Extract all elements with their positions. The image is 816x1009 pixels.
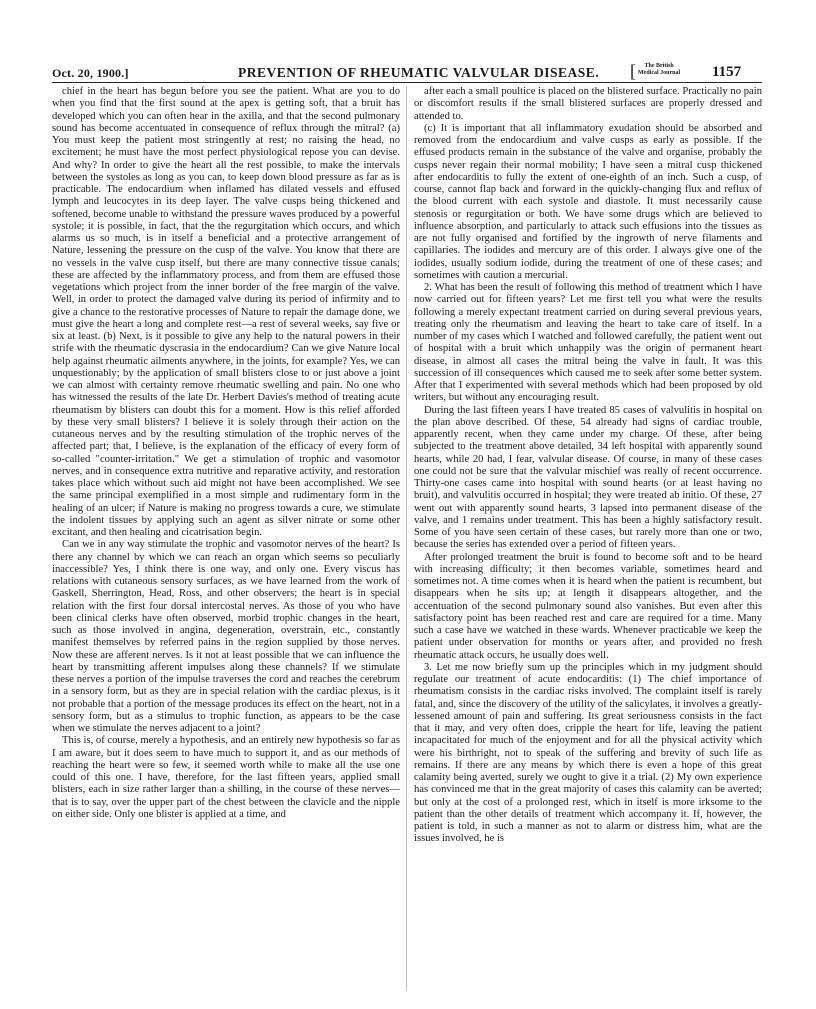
column-divider xyxy=(406,86,407,991)
paragraph: 2. What has been the result of following this method of treatment which I have now carried out for fifteen years? Let me first tell you what were the results following a merely expectant treatment carried on during several previous years, treating only the rheumatism and leaving the heart to take care of itself. In a number of my cases which I watched and followed carefully, the patient went out of hospital with a bruit which unhappily was the origin of permanent heart disease, in almost all cases the mitral being the valve in fault. It was this succession of ill consequences which caused me to seek after some better system. After that I experimented with several methods which had been proposed by old writers, but without any encouraging result. xyxy=(414,282,762,404)
paragraph: after each a small poultice is placed on the blistered surface. Practically no pain or discomfort results if the small blistered surfaces are properly dressed and attended to. xyxy=(414,86,762,122)
right-column xyxy=(414,86,762,991)
article-title: PREVENTION OF RHEUMATIC VALVULAR DISEASE. xyxy=(238,65,600,80)
issue-date: Oct. 20, 1900.] xyxy=(52,66,129,80)
journal-name-line2: Medical Journal xyxy=(638,70,681,76)
header-rule xyxy=(52,82,762,83)
left-column xyxy=(52,86,400,991)
paragraph: This is, of course, merely a hypothesis, and an entirely new hypothesis so far as I am aware, but it does seem to have much to support it, and as our methods of reaching the heart were so few, it seemed worth while to make all the use one could of this one. I have, therefore, for the last fifteen years, applied small blisters, each in size rather larger than a shilling, in the course of these nerves—that is to say, over the upper part of the chest between the clavicle and the nipple on either side. Only one blister is applied at a time, and xyxy=(52,735,400,820)
paragraph: (c) It is important that all inflammatory exudation should be absorbed and removed from the endocardium and valve cusps as early as possible. If the effused products remain in the substance of the valve and organise, probably the cusps never regain their normal mobility; I have seen a mitral cusp thickened after endocarditis to fully the extent of one-eighth of an inch. Such a cusp, of course, cannot flap back and forward in the quickly-changing flux and reflux of the blood current with each systole and diastole. It must necessarily cause stenosis or regurgitation or both. We have some drugs which are believed to influence absorption, and particularly to attack such effusions into the tissues as are not fully organised and fortified by the ingrowth of nerve filaments and capillaries. The iodides and mercury are of this order. I always give one of the iodides, usually sodium iodide, during the treatment of one of these cases; and sometimes with caution a mercurial. xyxy=(414,122,762,281)
header-bracket: [ xyxy=(630,61,636,81)
paragraph: During the last fifteen years I have treated 85 cases of valvulitis in hospital on the plan above described. Of these, 54 already had signs of cardiac trouble, apparently recent, when they came under my charge. Of these, after being subjected to the treatment above detailed, 34 left hospital with apparently sound hearts, while 20 had, I fear, valvular disease. Of course, in many of these cases one could not be sure that the valvular mischief was really of recent occurrence. Thirty-one cases came into hospital with sound hearts (or at least having no bruit), and valvulitis occurred in hospital; they were treated ab initio. Of these, 27 went out with apparently sound hearts, 3 lapsed into permanent disease of the valve, and 1 remains under treatment. This has been a highly satisfactory result. Some of you have seen certain of these cases, but rarely more than one or two, because the series has extended over a period of fifteen years. xyxy=(414,404,762,551)
page-number: 1157 xyxy=(712,64,742,80)
journal-name xyxy=(638,63,680,77)
running-header xyxy=(52,62,762,82)
paragraph: Can we in any way stimulate the trophic and vasomotor nerves of the heart? Is there any channel by which we can reach an organ which seems so peculiarly inaccessible? Yes, I think there is one way, and only one. Every viscus has relations with cutaneous sensory surfaces, as we have learned from the work of Gaskell, Sherrington, Head, Ross, and other observers; the heart is in special relation with the first four dorsal intercostal nerves. As those of you who have been clinical clerks have often observed, morbid trophic changes in the heart, such as those involved in angina, degeneration, overstrain, etc., constantly manifest themselves by referred pains in the region supplied by those nerves. Now these are afferent nerves. Is it not at least possible that we can influence the heart by transmitting afferent impulses along these channels? If we stimulate these nerves a portion of the impulse traverses the cord and reaches the cerebrum in a sensory form, but as they are in special relation with the cardiac plexus, is it not probable that a portion of the message produces its effect on the heart, not in a sensory form, but as a stimulus to trophic function, as appears to be the case when we stimulate the nerves adjacent to a joint? xyxy=(52,539,400,734)
journal-name-line1: The British xyxy=(644,63,674,69)
paragraph: After prolonged treatment the bruit is found to become soft and to be heard with increasing difficulty; it then becomes variable, sometimes heard and sometimes not. A time comes when it is heard when the patient is recumbent, but disappears when he sits up; at length it disappears altogether, and the accentuation of the second pulmonary sound also vanishes. But even after this satisfactory point has been reached rest and care are required for a time. Many such a case have we watched in these wards. Whenever practicable we keep the patient under observation for months or years after, and provided no fresh rheumatic attack occurs, he usually does well. xyxy=(414,551,762,661)
paragraph: 3. Let me now briefly sum up the principles which in my judgment should regulate our treatment of acute endocarditis: (1) The chief importance of rheumatism consists in the cardiac risks involved. The complaint itself is rarely fatal, and, since the discovery of the utility of the salicylates, it involves a greatly-lessened amount of pain and suffering. Its great seriousness consists in the fact that it may, and very often does, cripple the heart for life, leaving the patient incapacitated for much of the enjoyment and for all the physical activity which were his birthright, not to speak of the suffering and brevity of such life as remains. If there are any means by which there is even a hope of this great calamity being averted, surely we ought to give it a trial. (2) My own experience has convinced me that in the great majority of cases this calamity can be averted; but only at the cost of a prolonged rest, which in itself is more irksome to the patient than the other details of treatment which accompany it. If, however, the patient is told, in such a manner as not to alarm or distress him, what are the issues involved, he is xyxy=(414,661,762,845)
paragraph: chief in the heart has begun before you see the patient. What are you to do when you find that the first sound at the apex is getting soft, that a bruit has developed which you can often hear in the axilla, and that the second pulmonary sound has become accentuated in consequence of reflux through the mitral? (a) You must keep the patient most stringently at rest; no raising the head, no excitement; he must have the most perfect physiological repose you can devise. And why? In order to give the heart all the rest possible, to make the intervals between the systoles as long as you can, to keep down blood pressure as far as is practicable. The endocardium when inflamed has dilated vessels and effused lymph and leucocytes in its deep layer. The valve cusps being thickened and softened, become unable to withstand the pressure waves produced by a powerful systole; it is possible, in fact, that the the regurgitation which occurs, and which alarms us so much, is in itself a beneficial and a protective arrangement of Nature, lessening the pressure on the cusp of the valve. You know that there are no vessels in the valve cusp itself, but there are many connective tissue canals; these are affected by the inflammatory process, and from them are effused those vegetations which project from the inner border of the free margin of the valve. Well, in order to protect the damaged valve during its period of infirmity and to give a chance to the restorative processes of Nature to repair the damage done, we must give the heart a long and complete rest—a rest of several weeks, say five or six at least. (b) Next, is it possible to give any help to the natural powers in their strife with the rheumatic dyscrasia in the endocardium? Can we give Nature local help against rheumatic ailments anywhere, in the joints, for example? Yes, we can unquestionably; by the application of small blisters close to or just above a joint we can almost with certainty remove rheumatic swelling and pain. No one who has witnessed the results of the late Dr. Herbert Davies's method of treating acute rheumatism by blisters can doubt this for a moment. How is this relief afforded by these very small blisters? I believe it is solely through their action on the cutaneous nerves and by the resulting stimulation of the trophic nerves of the affected part; that, I believe, is the explanation of the efficacy of every form of so-called "counter-irritation." We get a stimulation of trophic and vasomotor nerves, and in consequence extra nutritive and reparative activity, and restoration takes place which without such aid might not have been accomplished. We see the same principal exemplified in a most simple and rudimentary form in the healing of an ulcer; if Nature is making no progress towards a cure, we stimulate the indolent tissues by applying such an agent as silver nitrate or some other excitant, and then healing and cicatrisation begin. xyxy=(52,86,400,538)
